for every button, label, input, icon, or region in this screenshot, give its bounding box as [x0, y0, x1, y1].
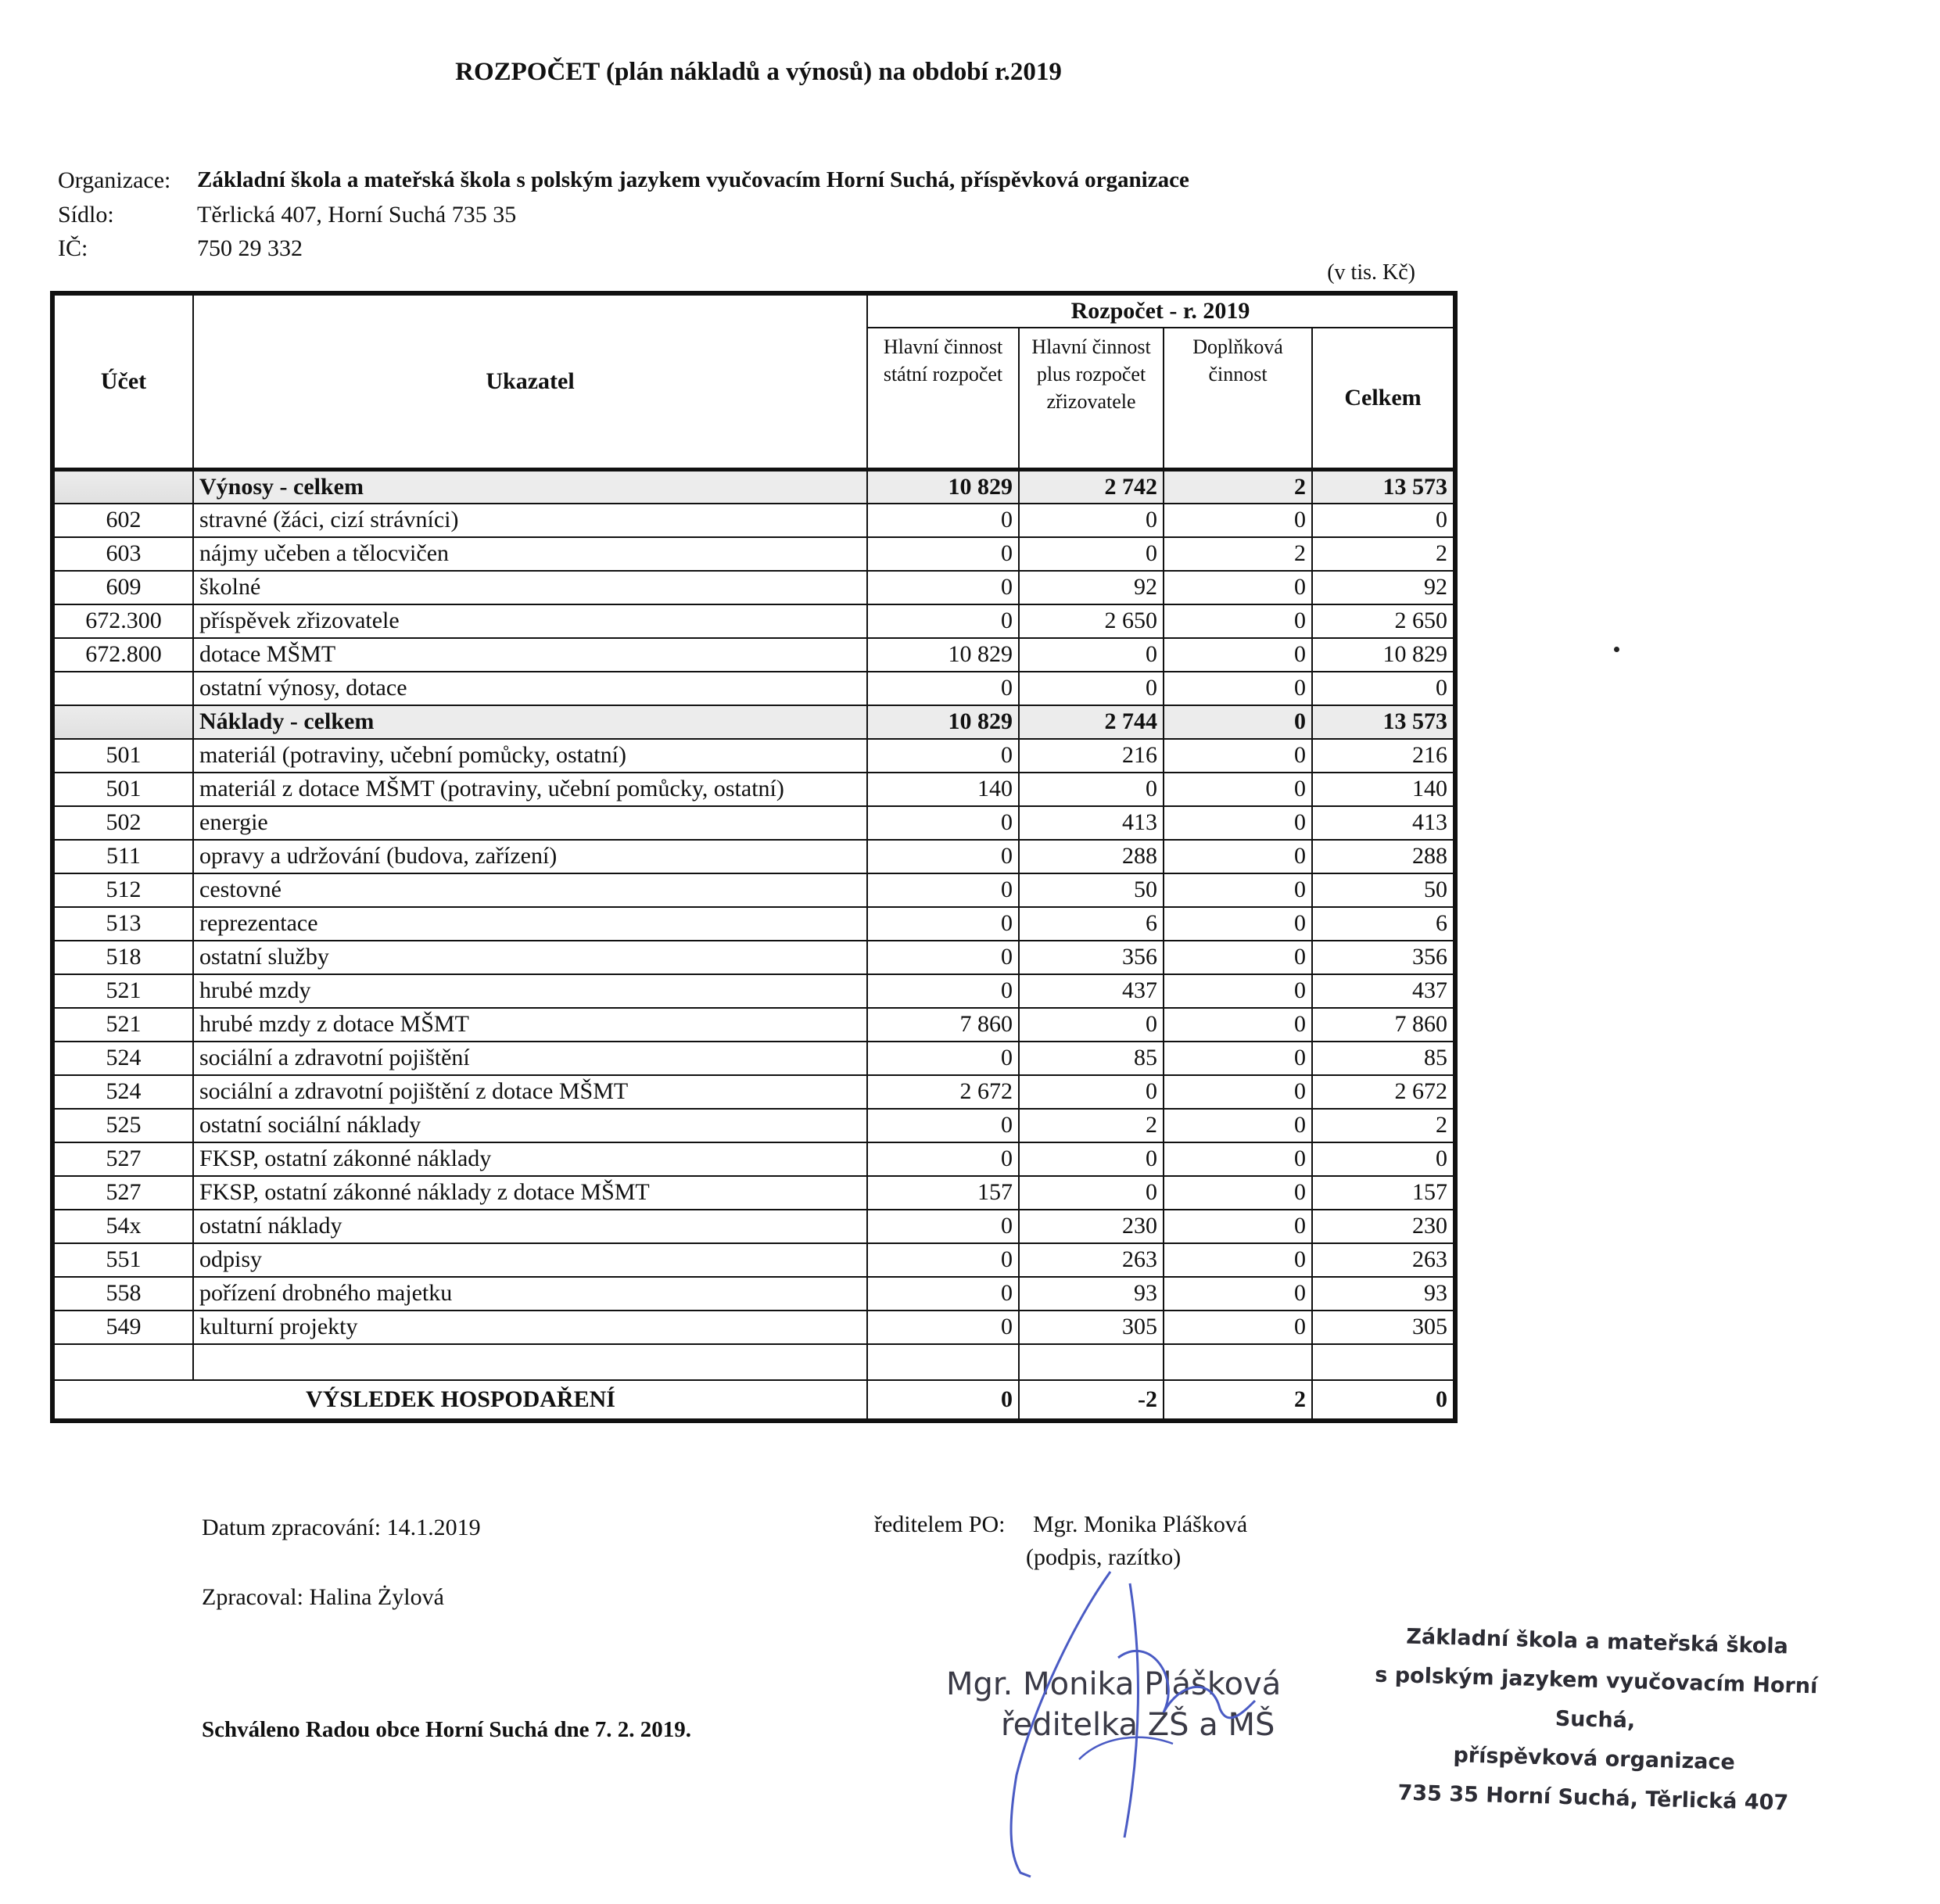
- stamp-name: Mgr. Monika Plášková: [946, 1666, 1282, 1702]
- indicator-cell: kulturní projekty: [193, 1311, 867, 1344]
- supplementary-cell: 0: [1164, 705, 1312, 739]
- supplementary-cell: 0: [1164, 571, 1312, 604]
- indicator-cell: pořízení drobného majetku: [193, 1277, 867, 1311]
- ic-number: 750 29 332: [197, 235, 303, 261]
- main-state-cell: 0: [867, 1142, 1019, 1176]
- account-cell: 551: [54, 1243, 193, 1277]
- supplementary-cell: 0: [1164, 974, 1312, 1008]
- indicator-cell: ostatní služby: [193, 941, 867, 974]
- indicator-cell: hrubé mzdy: [193, 974, 867, 1008]
- table-row: [54, 1042, 1454, 1075]
- total-cell: 2: [1312, 1109, 1454, 1142]
- total-cell: 85: [1312, 1042, 1454, 1075]
- supplementary-cell: 0: [1164, 1075, 1312, 1109]
- account-cell: 527: [54, 1142, 193, 1176]
- indicator-cell: stravné (žáci, cizí strávníci): [193, 504, 867, 537]
- header-indicator: Ukazatel: [193, 295, 867, 470]
- header-main-state-budget: Hlavní činnost státní rozpočet: [867, 328, 1019, 470]
- indicator-cell: dotace MŠMT: [193, 638, 867, 672]
- indicator-cell: odpisy: [193, 1243, 867, 1277]
- main-state-cell: 0: [867, 1277, 1019, 1311]
- total-cell: 0: [1312, 504, 1454, 537]
- main-founder-cell: 50: [1019, 873, 1164, 907]
- header-total: Celkem: [1312, 328, 1454, 470]
- table-row: [54, 1142, 1454, 1176]
- total-cell: 140: [1312, 773, 1454, 806]
- table-row: [54, 941, 1454, 974]
- total-cell: 10 829: [1312, 638, 1454, 672]
- empty-row: [54, 1344, 1454, 1380]
- main-state-cell: 0: [867, 504, 1019, 537]
- account-cell: 501: [54, 773, 193, 806]
- main-state-cell: 0: [867, 907, 1019, 941]
- table-row: [54, 1210, 1454, 1243]
- table-row: [54, 840, 1454, 873]
- main-founder-cell: 0: [1019, 773, 1164, 806]
- total-cell: 13 573: [1312, 705, 1454, 739]
- table-row: [54, 739, 1454, 773]
- main-state-cell: 0: [867, 537, 1019, 571]
- main-state-cell: 140: [867, 773, 1019, 806]
- total-cell: 0: [1312, 672, 1454, 705]
- table-row: [54, 974, 1454, 1008]
- date-value: 14.1.2019: [386, 1515, 481, 1540]
- supplementary-cell: 0: [1164, 604, 1312, 638]
- main-state-cell: 0: [867, 1311, 1019, 1344]
- main-founder-cell: 0: [1019, 504, 1164, 537]
- table-row: [54, 1075, 1454, 1109]
- main-founder-cell: 0: [1019, 1176, 1164, 1210]
- account-cell: 672.800: [54, 638, 193, 672]
- total-cell: 413: [1312, 806, 1454, 840]
- supplementary-cell: 0: [1164, 1109, 1312, 1142]
- account-cell: 513: [54, 907, 193, 941]
- account-cell: 511: [54, 840, 193, 873]
- account-cell: 609: [54, 571, 193, 604]
- account-cell: 518: [54, 941, 193, 974]
- document-title: ROZPOČET (plán nákladů a výnosů) na období r.2019: [455, 58, 1062, 86]
- main-state-cell: 2 672: [867, 1075, 1019, 1109]
- main-state-cell: 10 829: [867, 638, 1019, 672]
- director-label: ředitelem PO:: [874, 1511, 1006, 1537]
- indicator-cell: energie: [193, 806, 867, 840]
- table-row: [54, 806, 1454, 840]
- indicator-cell: nájmy učeben a tělocvičen: [193, 537, 867, 571]
- indicator-cell: reprezentace: [193, 907, 867, 941]
- indicator-cell: materiál (potraviny, učební pomůcky, ostatní): [193, 739, 867, 773]
- indicator-cell: Výnosy - celkem: [193, 470, 867, 504]
- main-state-cell: 0: [867, 672, 1019, 705]
- prepared-name: Halina Żylová: [309, 1584, 444, 1610]
- main-founder-cell: 92: [1019, 571, 1164, 604]
- supplementary-cell: 0: [1164, 840, 1312, 873]
- main-founder-cell: 0: [1019, 1075, 1164, 1109]
- supplementary-cell: 0: [1164, 1176, 1312, 1210]
- main-founder-cell: 288: [1019, 840, 1164, 873]
- account-cell: [54, 672, 193, 705]
- total-cell: 356: [1312, 941, 1454, 974]
- indicator-cell: příspěvek zřizovatele: [193, 604, 867, 638]
- table-row: [54, 571, 1454, 604]
- supplementary-cell: 0: [1164, 672, 1312, 705]
- organization-name: Základní škola a mateřská škola s polským jazykem vyučovacím Horní Suchá, příspěvková organizace: [197, 167, 1189, 192]
- total-cell: 2: [1312, 537, 1454, 571]
- account-cell: 512: [54, 873, 193, 907]
- supplementary-cell: 0: [1164, 504, 1312, 537]
- supplementary-cell: 0: [1164, 1008, 1312, 1042]
- account-cell: 672.300: [54, 604, 193, 638]
- stamp-line: 735 35 Horní Suchá, Těrlická 407: [1397, 1780, 1789, 1816]
- main-state-cell: 0: [867, 840, 1019, 873]
- result-total: 0: [1312, 1380, 1454, 1419]
- seat-label: Sídlo:: [58, 202, 114, 228]
- indicator-cell: sociální a zdravotní pojištění z dotace MŠMT: [193, 1075, 867, 1109]
- main-founder-cell: 85: [1019, 1042, 1164, 1075]
- supplementary-cell: 0: [1164, 773, 1312, 806]
- total-cell: 50: [1312, 873, 1454, 907]
- school-stamp: [1358, 1616, 1832, 1823]
- table-row: [54, 907, 1454, 941]
- ic-label: IČ:: [58, 235, 88, 261]
- account-cell: [54, 470, 193, 504]
- header-budget-group: Rozpočet - r. 2019: [867, 295, 1454, 328]
- indicator-cell: FKSP, ostatní zákonné náklady: [193, 1142, 867, 1176]
- main-founder-cell: 0: [1019, 1008, 1164, 1042]
- indicator-cell: Náklady - celkem: [193, 705, 867, 739]
- result-supplementary: 2: [1164, 1380, 1312, 1419]
- supplementary-cell: 0: [1164, 1243, 1312, 1277]
- approval-note: Schváleno Radou obce Horní Suchá dne 7. 2. 2019.: [202, 1717, 692, 1742]
- supplementary-cell: 0: [1164, 1142, 1312, 1176]
- main-state-cell: 0: [867, 974, 1019, 1008]
- total-cell: 288: [1312, 840, 1454, 873]
- total-cell: 216: [1312, 739, 1454, 773]
- prepared-label: Zpracoval:: [202, 1584, 303, 1610]
- header-account: Účet: [54, 295, 193, 470]
- account-cell: 521: [54, 1008, 193, 1042]
- account-cell: 603: [54, 537, 193, 571]
- supplementary-cell: 0: [1164, 806, 1312, 840]
- budget-table: [53, 294, 1454, 1420]
- total-cell: 437: [1312, 974, 1454, 1008]
- table-row: [54, 1109, 1454, 1142]
- unit-note: (v tis. Kč): [1327, 260, 1415, 285]
- account-cell: 524: [54, 1075, 193, 1109]
- supplementary-cell: 0: [1164, 1042, 1312, 1075]
- indicator-cell: školné: [193, 571, 867, 604]
- indicator-cell: ostatní sociální náklady: [193, 1109, 867, 1142]
- main-founder-cell: 0: [1019, 537, 1164, 571]
- budget-rows: [54, 470, 1454, 1419]
- table-row: [54, 604, 1454, 638]
- main-state-cell: 0: [867, 1109, 1019, 1142]
- main-state-cell: 157: [867, 1176, 1019, 1210]
- stamp-line: s polským jazykem vyučovacím Horní Suchá,: [1374, 1662, 1818, 1734]
- table-row: [54, 1277, 1454, 1311]
- account-cell: 558: [54, 1277, 193, 1311]
- main-founder-cell: 437: [1019, 974, 1164, 1008]
- director-name: Mgr. Monika Plášková: [1032, 1511, 1248, 1537]
- total-cell: 92: [1312, 571, 1454, 604]
- main-founder-cell: 6: [1019, 907, 1164, 941]
- table-row: [54, 537, 1454, 571]
- total-cell: 0: [1312, 1142, 1454, 1176]
- table-row: [54, 1008, 1454, 1042]
- main-state-cell: 0: [867, 571, 1019, 604]
- seat-address: Těrlická 407, Horní Suchá 735 35: [197, 202, 517, 228]
- main-founder-cell: 0: [1019, 638, 1164, 672]
- indicator-cell: FKSP, ostatní zákonné náklady z dotace MŠMT: [193, 1176, 867, 1210]
- main-state-cell: 0: [867, 873, 1019, 907]
- stamp-title: ředitelka ZŠ a MŠ: [1001, 1707, 1275, 1743]
- header-main-founder-budget: Hlavní činnost plus rozpočet zřizovatele: [1019, 328, 1164, 470]
- main-founder-cell: 93: [1019, 1277, 1164, 1311]
- main-state-cell: 7 860: [867, 1008, 1019, 1042]
- main-state-cell: 0: [867, 1210, 1019, 1243]
- supplementary-cell: 0: [1164, 907, 1312, 941]
- total-cell: 230: [1312, 1210, 1454, 1243]
- indicator-cell: opravy a udržování (budova, zařízení): [193, 840, 867, 873]
- supplementary-cell: 0: [1164, 941, 1312, 974]
- main-founder-cell: 413: [1019, 806, 1164, 840]
- supplementary-cell: 2: [1164, 470, 1312, 504]
- prepared-by: [202, 1584, 444, 1611]
- scan-speck: [1614, 647, 1619, 652]
- account-cell: 602: [54, 504, 193, 537]
- indicator-cell: materiál z dotace MŠMT (potraviny, učební pomůcky, ostatní): [193, 773, 867, 806]
- total-cell: 13 573: [1312, 470, 1454, 504]
- table-row: [54, 1243, 1454, 1277]
- main-founder-cell: 263: [1019, 1243, 1164, 1277]
- signature-note: (podpis, razítko): [1026, 1544, 1182, 1570]
- table-row: [54, 504, 1454, 537]
- indicator-cell: hrubé mzdy z dotace MŠMT: [193, 1008, 867, 1042]
- main-state-cell: 0: [867, 739, 1019, 773]
- table-row: [54, 1311, 1454, 1344]
- result-label: VÝSLEDEK HOSPODAŘENÍ: [54, 1380, 867, 1419]
- account-cell: 54x: [54, 1210, 193, 1243]
- table-row: [54, 638, 1454, 672]
- total-cell: 6: [1312, 907, 1454, 941]
- main-state-cell: 0: [867, 604, 1019, 638]
- supplementary-cell: 2: [1164, 537, 1312, 571]
- indicator-cell: ostatní výnosy, dotace: [193, 672, 867, 705]
- main-state-cell: 0: [867, 1243, 1019, 1277]
- main-founder-cell: 2: [1019, 1109, 1164, 1142]
- date-label: Datum zpracování:: [202, 1515, 382, 1540]
- total-cell: 305: [1312, 1311, 1454, 1344]
- main-state-cell: 10 829: [867, 705, 1019, 739]
- main-founder-cell: 0: [1019, 672, 1164, 705]
- main-founder-cell: 0: [1019, 1142, 1164, 1176]
- main-state-cell: 0: [867, 1042, 1019, 1075]
- supplementary-cell: 0: [1164, 739, 1312, 773]
- total-cell: 157: [1312, 1176, 1454, 1210]
- table-row: [54, 1176, 1454, 1210]
- main-founder-cell: 216: [1019, 739, 1164, 773]
- account-cell: 527: [54, 1176, 193, 1210]
- main-founder-cell: 230: [1019, 1210, 1164, 1243]
- table-row: [54, 873, 1454, 907]
- main-founder-cell: 356: [1019, 941, 1164, 974]
- account-cell: 521: [54, 974, 193, 1008]
- account-cell: 502: [54, 806, 193, 840]
- main-founder-cell: 305: [1019, 1311, 1164, 1344]
- total-cell: 2 672: [1312, 1075, 1454, 1109]
- total-cell: 263: [1312, 1243, 1454, 1277]
- indicator-cell: cestovné: [193, 873, 867, 907]
- account-cell: 525: [54, 1109, 193, 1142]
- main-founder-cell: 2 744: [1019, 705, 1164, 739]
- date-processed: [202, 1515, 481, 1541]
- director-line: [874, 1511, 1247, 1538]
- main-founder-cell: 2 742: [1019, 470, 1164, 504]
- header-supplementary: Doplňková činnost: [1164, 328, 1312, 470]
- indicator-cell: sociální a zdravotní pojištění: [193, 1042, 867, 1075]
- account-cell: 501: [54, 739, 193, 773]
- indicator-cell: ostatní náklady: [193, 1210, 867, 1243]
- account-cell: [54, 705, 193, 739]
- main-state-cell: 10 829: [867, 470, 1019, 504]
- organization-label: Organizace:: [58, 167, 171, 193]
- stamp-line: Základní škola a mateřská škola: [1405, 1624, 1789, 1659]
- total-cell: 7 860: [1312, 1008, 1454, 1042]
- account-cell: 549: [54, 1311, 193, 1344]
- total-cell: 2 650: [1312, 604, 1454, 638]
- account-cell: 524: [54, 1042, 193, 1075]
- main-state-cell: 0: [867, 941, 1019, 974]
- table-row: [54, 705, 1454, 739]
- supplementary-cell: 0: [1164, 1277, 1312, 1311]
- result-row: [54, 1380, 1454, 1419]
- supplementary-cell: 0: [1164, 1311, 1312, 1344]
- table-row: [54, 672, 1454, 705]
- main-state-cell: 0: [867, 806, 1019, 840]
- result-main-founder: -2: [1019, 1380, 1164, 1419]
- handwritten-signature: [985, 1540, 1314, 1884]
- result-main-state: 0: [867, 1380, 1019, 1419]
- supplementary-cell: 0: [1164, 638, 1312, 672]
- total-cell: 93: [1312, 1277, 1454, 1311]
- main-founder-cell: 2 650: [1019, 604, 1164, 638]
- supplementary-cell: 0: [1164, 1210, 1312, 1243]
- table-row: [54, 773, 1454, 806]
- table-row: [54, 470, 1454, 504]
- stamp-line: příspěvková organizace: [1453, 1743, 1736, 1775]
- supplementary-cell: 0: [1164, 873, 1312, 907]
